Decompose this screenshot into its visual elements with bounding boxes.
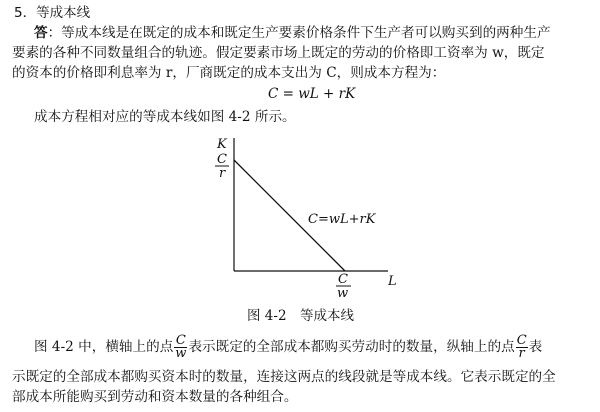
paragraph-line: 部成本所能购买到劳动和资本数量的各种组合。 [12,389,298,405]
fraction-denominator: w [175,346,187,361]
fraction-numerator: C [175,333,186,348]
x-intercept-numerator: C [338,272,348,287]
cost-equation: C = wL + rK [268,86,356,102]
y-intercept-numerator: C [217,152,227,167]
paragraph-text: 表 [528,339,543,355]
x-intercept-denominator: w [337,286,349,301]
paragraph-line [34,24,551,42]
paragraph-line: 的资本的价格即利息率为 r，厂商既定的成本支出为 C，则成本方程为： [12,65,446,81]
fraction-numerator: C [516,333,527,348]
fraction-c-over-r [516,335,528,360]
fraction-denominator: r [518,346,525,361]
x-axis-label: L [388,274,397,289]
paragraph-line: 示既定的全部成本都购买资本时的数量，连接这两点的线段就是等成本线。它表示既定的全 [12,369,556,385]
paragraph-text: 表示既定的全部成本都购买劳动时的数量，纵轴上的点 [188,339,515,355]
isocost-line-label: C=wL+rK [308,212,376,227]
answer-label: 答 [34,25,48,41]
paragraph-line: 要素的各种不同数量组合的轨迹。假定要素市场上既定的劳动的价格即工资率为 w，既定 [12,45,545,61]
paragraph-line: 成本方程相对应的等成本线如图 4-2 所示。 [34,109,296,125]
y-intercept-denominator: r [219,166,226,181]
paragraph-text: ：等成本线是在既定的成本和既定生产要素价格条件下生产者可以购买到的两种生产 [47,25,551,41]
y-axis-label: K [217,137,227,152]
section-heading: 5．等成本线 [14,5,91,21]
paragraph-text: 图 4-2 中，横轴上的点 [34,339,174,355]
figure-caption: 图 4-2 等成本线 [247,308,355,324]
fraction-c-over-w [174,335,187,360]
paragraph-line [34,334,542,360]
isocost-figure [200,130,420,305]
